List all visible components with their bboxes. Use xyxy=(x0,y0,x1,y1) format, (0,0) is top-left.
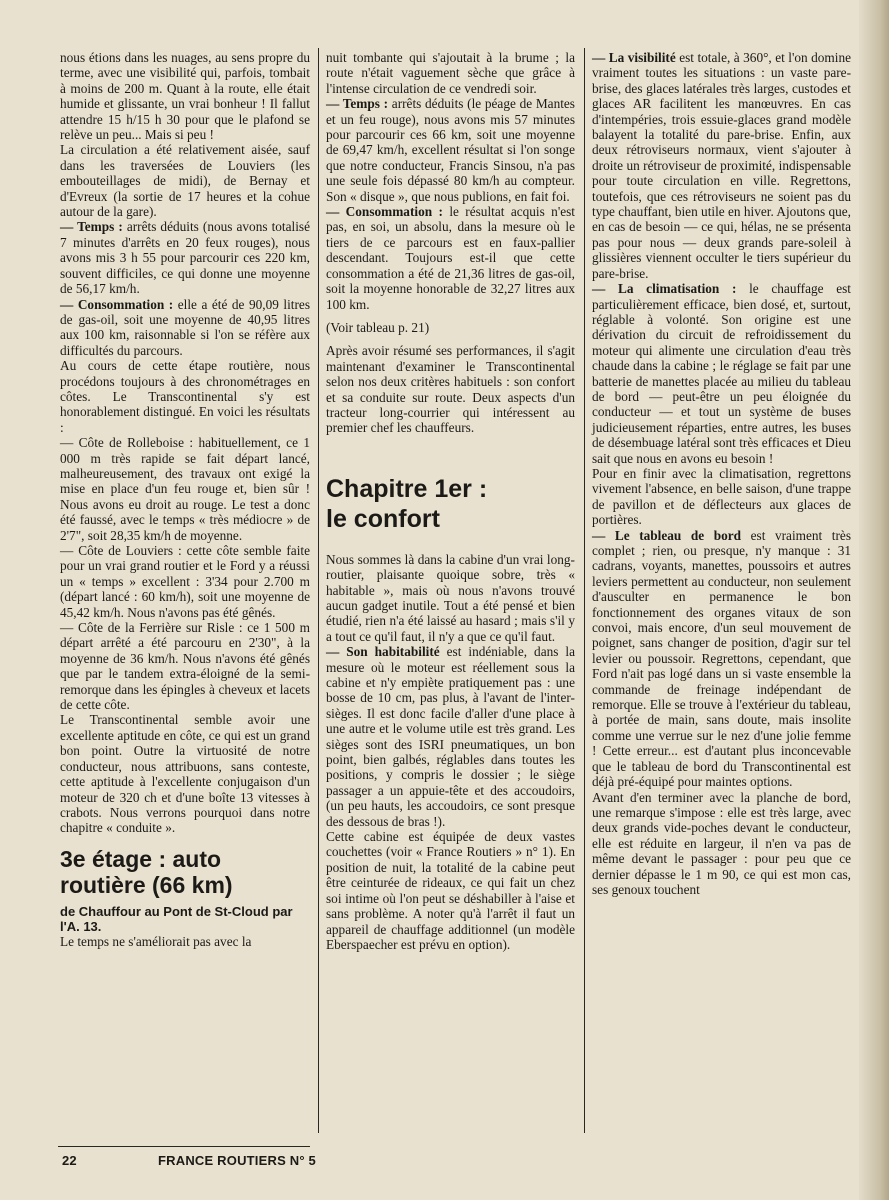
paragraph: Au cours de cette étape routière, nous procédons toujours à des chronométrages en côtes. Le Transcontinental s'y est honorablement distingué. En voici les résultats : xyxy=(60,358,310,435)
paragraph: nous étions dans les nuages, au sens propre du terme, avec une visibilité qui, parfois, tombait à moins de 200 m. Quant à la route, elle était humide et glissante, un vrai bonheur ! Il fallut attendre 15 h/15 h 30 pour que le plafond se relève un peu... Mais si peu ! xyxy=(60,50,310,143)
paragraph xyxy=(326,644,575,829)
lead-term: — La visibilité xyxy=(592,50,676,65)
paragraph: Avant d'en terminer avec la planche de bord, une remarque s'impose : elle est très large, avec deux grands vide-poches devant le conducteur, elle est réduite en largeur, il n'en va pas de même devant le passager : pour peu que ce dernier dépasse le 1 m 90, ce qui est mon cas, ses genoux touchent xyxy=(592,789,851,897)
column-rule xyxy=(584,48,585,1133)
lead-term: — Son habitabilité xyxy=(326,644,440,660)
page-number: 22 xyxy=(62,1153,77,1168)
paragraph: Pour en finir avec la climatisation, regrettons vivement l'absence, en belle saison, d'une trappe de pavillon et de déflecteurs aux glaces de portières. xyxy=(592,465,851,528)
paragraph-text: arrêts déduits (le péage de Mantes et un feu rouge), nous avons mis 57 minutes pour parcourir ces 66 km, soit une moyenne de 69,47 km/h, excellent résultat si l'on songe que notre conducteur, Francis Sinsou, n'a pas une seule fois dépassé 80 km/h au compteur. Son « disque », que nous publions, en fait foi. xyxy=(326,96,575,204)
paragraph xyxy=(60,297,310,359)
publication-name: FRANCE ROUTIERS N° 5 xyxy=(158,1153,316,1168)
lead-term: — Consommation : xyxy=(326,204,443,220)
paragraph-text: le résultat acquis n'est pas, en soi, un absolu, dans la mesure où le tiers de ce parcours est en faux-pallier descendant. Toujours est-il que cette consommation a été de 21,36 litres de gas-oil, soit la moyenne honorable de 32,27 litres aux 100 km. xyxy=(326,204,575,312)
paragraph: La circulation a été relativement aisée, sauf dans les traversées de Louviers (les embouteillages de midi), de Bernay et d'Evreux (la sortie de 17 heures et la cohue autour de la gare). xyxy=(60,142,310,220)
paragraph-text: elle a été de 90,09 litres de gas-oil, soit une moyenne de 40,95 litres aux 100 km, raisonnable si l'on se réfère aux difficultés du parcours. xyxy=(60,296,311,358)
column-3 xyxy=(592,50,851,897)
paragraph: nuit tombante qui s'ajoutait à la brume ; la route n'était vaguement sèche que grâce à l'intense circulation de ce vendredi soir. xyxy=(326,50,575,96)
paragraph: Nous sommes là dans la cabine d'un vrai long-routier, plaisante quoique sobre, très « habitable », mais où nous n'avons trouvé aucun gadget inutile. Tout a été pensé et bien étudié, rien n'a été laissé au hasard ; mais s'il y a tout ce qu'il faut, il n'y a que ce qu'il faut. xyxy=(326,551,575,644)
paragraph xyxy=(592,50,851,281)
chapter-title-line: le confort xyxy=(326,504,440,533)
paragraph xyxy=(326,204,575,312)
paragraph: — Côte de la Ferrière sur Risle : ce 1 500 m départ arrêté a été parcouru en 2'30", à la moyenne de 36 km/h. Nous n'avons été gênés que par le tandem extra-éloigné de la semi-remorque dans les épingles à cheveux et lacets de cette côte. xyxy=(60,620,310,713)
paragraph xyxy=(60,219,310,296)
lead-term: — Le tableau de bord xyxy=(592,527,742,543)
paragraph: (Voir tableau p. 21) xyxy=(326,319,430,335)
chapter-heading xyxy=(326,474,575,534)
paragraph: Après avoir résumé ses performances, il s'agit maintenant d'examiner le Transcontinental selon nos deux critères habituels : son confort et sa conduite sur route. Deux aspects d'un tracteur long-courrier qui intéressent au premier chef les chauffeurs. xyxy=(326,343,575,436)
paragraph-text: est totale, à 360°, et l'on domine vraiment toutes les situations : un vaste pare-brise, des glaces latérales très larges, custodes et glaces AR facilitent les manœuvres. En cas d'intempéries, trois essuie-glaces grand modèle balayent la totalité du pare-brise. Enfin, aux deux rétroviseurs normaux, vient s'ajouter à droite un rétroviseur de proximité, indispensable pour toute circulation en ville. Regrettons, toutefois, que ces rétroviseurs ne soient pas du type chauffant, bien utile en hiver. Ajoutons que, en cas de besoin — ce qui, hélas, ne se présenta pas pour nous — deux grands pare-soleil à glissières viennent occulter le tiers supérieur du pare-brise. xyxy=(592,50,851,281)
paragraph: Le temps ne s'améliorait pas avec la xyxy=(60,933,252,949)
paragraph xyxy=(592,281,851,466)
paragraph: — Côte de Rolleboise : habituellement, ce 1 000 m très rapide se fait départ lancé, malheureusement, des travaux ont exigé la mise en place d'un feu rouge et, bien sûr ! Nous avons eu droit au rouge. Le test a donc été faussé, avec le temps « très médiocre » de 2'7", soit 28,35 km/h de moyenne. xyxy=(60,435,310,543)
lead-term: — Temps : xyxy=(326,96,389,112)
paragraph xyxy=(592,528,851,790)
paragraph: — Côte de Louviers : cette côte semble faite pour un vrai grand routier et le Ford y a réussi un « temps » excellent : 3'34 pour 2.700 m (départ lancé : 60 km/h), soit une moyenne de 45,42 km/h. Nous n'avons pas été gênés. xyxy=(60,543,310,620)
section-heading: 3e étage : auto routière (66 km) xyxy=(60,845,233,898)
chapter-title-line: Chapitre 1er : xyxy=(326,474,488,503)
lead-term: — Consommation : xyxy=(60,296,174,312)
lead-term: — La climatisation : xyxy=(592,281,737,297)
footer-rule xyxy=(58,1146,310,1147)
paragraph: Cette cabine est équipée de deux vastes couchettes (voir « France Routiers » n° 1). En position de nuit, la totalité de la cabine peut être ceinturée de rideaux, ce qui fait un chez soi intime où l'on peut se déshabiller à l'aise et sans problème. A noter qu'à l'arrêt il faut un appareil de chauffage additionnel (un modèle Eberspaecher est prévu en option). xyxy=(326,829,575,952)
paragraph: Le Transcontinental semble avoir une excellente aptitude en côte, ce qui est un grand bon point. Outre la virtuosité de notre conducteur, nous attribuons, sans conteste, cette aptitude à l'excellente conjugaison d'un moteur de 320 ch et d'une boîte 13 vitesses à crabots. Nous verrons pourquoi dans notre chapitre « conduite ». xyxy=(60,712,310,836)
paragraph-text: est vraiment très complet ; rien, ou presque, n'y manque : 31 cadrans, voyants, manettes, poussoirs et autres leviers permettent au conducteur, non seulement d'ausculter en permanence le bon fonctionnement des organes vitaux de son convoi, mais encore, d'un seul mouvement de poignet, sans changer de position, d'agir sur tel levier ou poussoir. Regrettons, cependant, que Ford n'ait pas logé dans un si vaste ensemble la commande de freinage indépendant de remorque. Elle se trouve à l'extérieur du tableau, à portée de main, sans doute, mais insolite comme une verrue sur le nez d'une jolie femme ! Cette erreur... est d'autant plus inconcevable que le tableau de bord du Transcontinental est déjà pré-équipé pour maintes options. xyxy=(592,527,851,790)
column-2 xyxy=(326,50,575,952)
paragraph-text: est indéniable, dans la mesure où le moteur est réellement sous la cabine et n'y empiète pratiquement pas : une bosse de 10 cm, pas plus, à l'avant de l'inter-sièges. Il est donc facile d'aller d'une place à une autre et le volume utile est très grand. Les sièges sont des ISRI pneumatiques, un bon point, bien galbés, réglables dans toutes les positions, y compris le dossier ; le siège passager a un appuie-tête et des accoudoirs, (un peu hauts, les accoudoirs, ce sont presque des dessous de bras !). xyxy=(326,644,575,829)
paragraph xyxy=(326,96,575,204)
paragraph-text: arrêts déduits (nous avons totalisé 7 minutes d'arrêts en 20 feux rouges), nous avons mis 3 h 55 pour parcourir ces 220 km, souvent difficiles, ce qui donne une moyenne de 56,17 km/h. xyxy=(60,219,310,297)
column-1 xyxy=(60,50,310,949)
paragraph-text: le chauffage est particulièrement efficace, bien dosé, et, surtout, réglable à volonté. Son origine est une dérivation du circuit de refroidissement du moteur qui alimente une circulation d'eau très chaude dans la cabine ; le réglage se fait par une batterie de manettes placée au milieu du tableau de bord — peut-être un peu éloignée du conducteur — et tout un système de buses judicieusement réparties, entre autres, les buses de désembuage latéral sont très efficaces et Dieu sait que nous en avons eu besoin ! xyxy=(592,281,851,466)
lead-term: — Temps : xyxy=(60,219,123,235)
column-rule xyxy=(318,48,319,1133)
section-subheading: de Chauffour au Pont de St-Cloud par l'A. 13. xyxy=(60,903,293,934)
page-edge xyxy=(859,0,889,1200)
